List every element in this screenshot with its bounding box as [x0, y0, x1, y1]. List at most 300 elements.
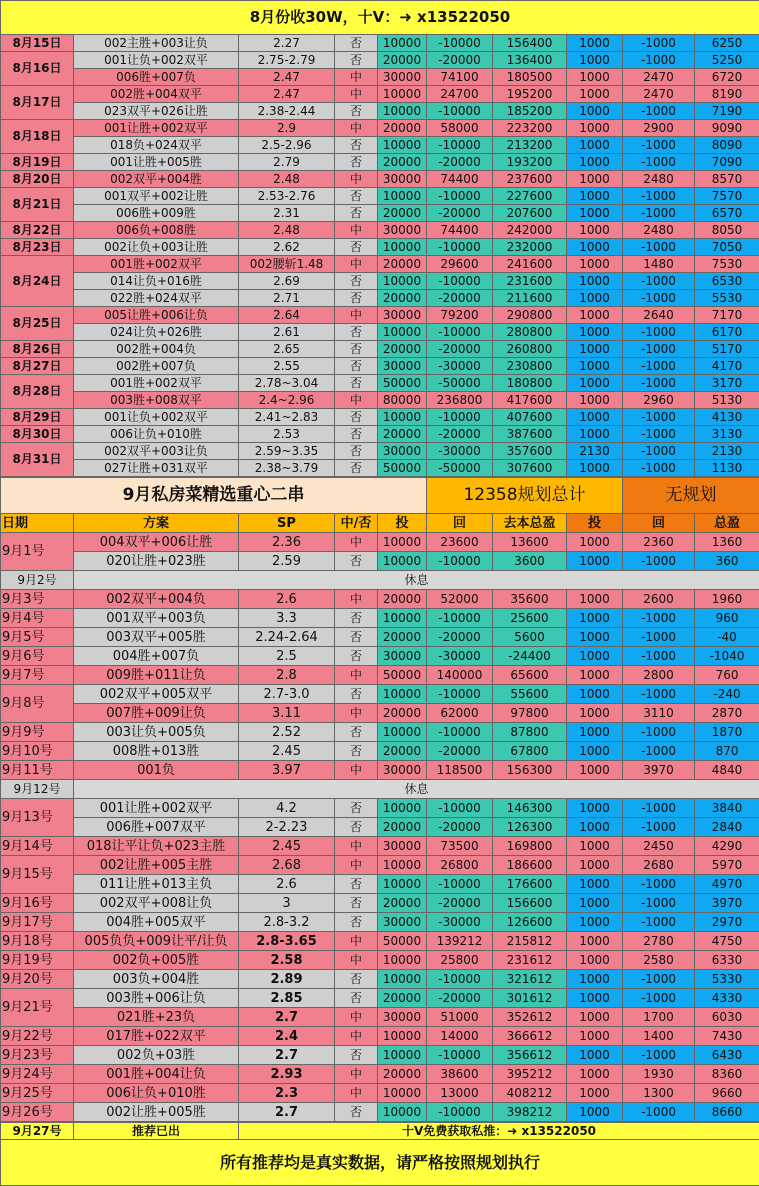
hit-cell: 中	[335, 307, 378, 324]
total-cell: 230800	[493, 358, 567, 375]
sp-cell: 2.4~2.96	[239, 392, 335, 409]
sp-cell: 2.64	[239, 307, 335, 324]
sp-cell: 002腰斩1.48	[239, 256, 335, 273]
return-cell: -20000	[427, 426, 493, 443]
sp-cell: 2.41~2.83	[239, 409, 335, 426]
table-row	[1, 171, 759, 188]
bet-cell: 30000	[378, 443, 427, 460]
total-cell: 231600	[493, 273, 567, 290]
bet2-cell: 1000	[567, 239, 623, 256]
bet2-cell: 1000	[567, 290, 623, 307]
plan-cell: 004胜+007负	[74, 647, 239, 666]
total2-cell: 7570	[695, 188, 759, 205]
date-cell: 9月1号	[1, 533, 74, 571]
hit-cell: 否	[335, 358, 378, 375]
date-cell: 9月3号	[1, 590, 74, 609]
total2-cell: 8360	[695, 1065, 759, 1084]
return-cell: 74100	[427, 69, 493, 86]
bet2-cell: 1000	[567, 35, 623, 52]
sp-cell: 2.93	[239, 1065, 335, 1084]
return2-cell: -1000	[623, 723, 695, 742]
bet2-cell: 1000	[567, 1046, 623, 1065]
plan-cell: 002让负+003让胜	[74, 239, 239, 256]
total2-cell: 2840	[695, 818, 759, 837]
header-title: 8月份收30W，十V：➜ x13522050	[1, 1, 759, 35]
total-cell: 408212	[493, 1084, 567, 1103]
return-cell: -10000	[427, 103, 493, 120]
bet2-cell: 1000	[567, 533, 623, 552]
hit-cell: 否	[335, 628, 378, 647]
return2-cell: 2580	[623, 951, 695, 970]
date-cell: 8月16日	[1, 52, 74, 86]
plan-cell: 009胜+011让负	[74, 666, 239, 685]
plan-cell: 002负+005胜	[74, 951, 239, 970]
bet2-cell: 1000	[567, 609, 623, 628]
return2-cell: 2470	[623, 86, 695, 103]
return-cell: -10000	[427, 1103, 493, 1122]
total2-cell: 2870	[695, 704, 759, 723]
sp-cell: 4.2	[239, 799, 335, 818]
sp-cell: 3.97	[239, 761, 335, 780]
sp-cell: 2.4	[239, 1027, 335, 1046]
sp-cell: 2.27	[239, 35, 335, 52]
plan-cell: 023双平+026让胜	[74, 103, 239, 120]
bet-cell: 50000	[378, 375, 427, 392]
date-cell: 9月21号	[1, 989, 74, 1027]
sp-cell: 2.68	[239, 856, 335, 875]
return-cell: 73500	[427, 837, 493, 856]
date-cell: 8月20日	[1, 171, 74, 188]
sp-cell: 2.6	[239, 590, 335, 609]
date-cell: 8月30日	[1, 426, 74, 443]
table-row	[1, 392, 759, 409]
hit-cell: 否	[335, 409, 378, 426]
return2-cell: -1000	[623, 875, 695, 894]
footer-note: 推荐已出	[74, 1123, 239, 1140]
table-row	[1, 628, 759, 647]
return-cell: -10000	[427, 239, 493, 256]
bet2-cell: 1000	[567, 120, 623, 137]
total2-cell: 1870	[695, 723, 759, 742]
total2-cell: -240	[695, 685, 759, 704]
plan-cell: 002双平+005双平	[74, 685, 239, 704]
table-row	[1, 799, 759, 818]
sp-cell: 3.3	[239, 609, 335, 628]
plan-cell: 001双平+003负	[74, 609, 239, 628]
plan-cell: 001让胜+002双平	[74, 799, 239, 818]
bet2-cell: 1000	[567, 799, 623, 818]
return2-cell: 2360	[623, 533, 695, 552]
date-cell: 9月24号	[1, 1065, 74, 1084]
return2-cell: -1000	[623, 273, 695, 290]
total2-cell: 6330	[695, 951, 759, 970]
plan-cell: 005让胜+006让负	[74, 307, 239, 324]
return-cell: 74400	[427, 171, 493, 188]
return-cell: -20000	[427, 989, 493, 1008]
total-cell: 407600	[493, 409, 567, 426]
return2-cell: 2900	[623, 120, 695, 137]
total-cell: -24400	[493, 647, 567, 666]
plan-cell: 024让负+026胜	[74, 324, 239, 341]
table-row	[1, 1103, 759, 1122]
plan-cell: 006负+008胜	[74, 222, 239, 239]
date-cell: 8月17日	[1, 86, 74, 120]
return2-cell: -1000	[623, 1046, 695, 1065]
sp-cell: 2.55	[239, 358, 335, 375]
sp-cell: 2.45	[239, 742, 335, 761]
return2-cell: 3110	[623, 704, 695, 723]
return2-cell: -1000	[623, 742, 695, 761]
plan-cell: 006让负+010胜	[74, 426, 239, 443]
total-cell: 280800	[493, 324, 567, 341]
bet-cell: 50000	[378, 460, 427, 477]
return-cell: -20000	[427, 894, 493, 913]
plan-cell: 003负+004胜	[74, 970, 239, 989]
col-bet2: 投	[567, 514, 623, 533]
total2-cell: 6250	[695, 35, 759, 52]
plan-cell: 001双平+002让胜	[74, 188, 239, 205]
table-row	[1, 894, 759, 913]
bet-cell: 20000	[378, 1065, 427, 1084]
table-row	[1, 590, 759, 609]
bet-cell: 10000	[378, 533, 427, 552]
return2-cell: -1000	[623, 799, 695, 818]
table-row	[1, 1065, 759, 1084]
table-row	[1, 460, 759, 477]
sp-cell: 2.7	[239, 1103, 335, 1122]
return2-cell: -1000	[623, 818, 695, 837]
table-row	[1, 341, 759, 358]
total-cell: 290800	[493, 307, 567, 324]
total2-cell: 9660	[695, 1084, 759, 1103]
table-row	[1, 35, 759, 52]
table-row	[1, 1084, 759, 1103]
table-row	[1, 222, 759, 239]
bet2-cell: 1000	[567, 426, 623, 443]
date-cell: 9月8号	[1, 685, 74, 723]
bet2-cell: 1000	[567, 970, 623, 989]
hit-cell: 否	[335, 818, 378, 837]
total2-cell: 8050	[695, 222, 759, 239]
bet2-cell: 1000	[567, 685, 623, 704]
sp-cell: 2.3	[239, 1084, 335, 1103]
total2-cell: 4840	[695, 761, 759, 780]
sp-cell: 2.89	[239, 970, 335, 989]
table-row	[1, 290, 759, 307]
sp-cell: 2.7	[239, 1046, 335, 1065]
hit-cell: 否	[335, 647, 378, 666]
bet2-cell: 1000	[567, 171, 623, 188]
return-cell: 23600	[427, 533, 493, 552]
sep-table	[0, 477, 759, 1122]
return-cell: 140000	[427, 666, 493, 685]
total-cell: 169800	[493, 837, 567, 856]
return-cell: -10000	[427, 609, 493, 628]
plan-cell: 004胜+005双平	[74, 913, 239, 932]
total-cell: 193200	[493, 154, 567, 171]
plan-cell: 002让胜+005胜	[74, 1103, 239, 1122]
bet2-cell: 1000	[567, 137, 623, 154]
return-cell: -10000	[427, 188, 493, 205]
return2-cell: 1480	[623, 256, 695, 273]
bet2-cell: 1000	[567, 932, 623, 951]
total2-cell: 7050	[695, 239, 759, 256]
total2-cell: 6570	[695, 205, 759, 222]
total2-cell: 2970	[695, 913, 759, 932]
table-row	[1, 324, 759, 341]
return2-cell: -1000	[623, 609, 695, 628]
return2-cell: 2470	[623, 69, 695, 86]
return2-cell: 2600	[623, 590, 695, 609]
date-cell: 9月13号	[1, 799, 74, 837]
total-cell: 180500	[493, 69, 567, 86]
table-row	[1, 761, 759, 780]
table-row	[1, 818, 759, 837]
bet-cell: 30000	[378, 358, 427, 375]
bet-cell: 20000	[378, 290, 427, 307]
return-cell: -10000	[427, 324, 493, 341]
sp-cell: 2-2.23	[239, 818, 335, 837]
plan-cell: 002胜+004负	[74, 341, 239, 358]
total2-cell: 7430	[695, 1027, 759, 1046]
date-cell: 9月10号	[1, 742, 74, 761]
date-cell: 8月18日	[1, 120, 74, 154]
bet-cell: 10000	[378, 409, 427, 426]
return2-cell: -1000	[623, 154, 695, 171]
bet2-cell: 1000	[567, 375, 623, 392]
hit-cell: 中	[335, 222, 378, 239]
sp-cell: 2.59~3.35	[239, 443, 335, 460]
total-cell: 195200	[493, 86, 567, 103]
bet2-cell: 1000	[567, 856, 623, 875]
table-row	[1, 154, 759, 171]
sp-cell: 2.8	[239, 666, 335, 685]
table-row	[1, 239, 759, 256]
return-cell: -20000	[427, 154, 493, 171]
return-cell: -50000	[427, 375, 493, 392]
return-cell: -10000	[427, 137, 493, 154]
total-cell: 321612	[493, 970, 567, 989]
date-cell: 9月14号	[1, 837, 74, 856]
bet-cell: 80000	[378, 392, 427, 409]
bet-cell: 10000	[378, 856, 427, 875]
hit-cell: 否	[335, 205, 378, 222]
table-row	[1, 1008, 759, 1027]
date-cell: 8月28日	[1, 375, 74, 409]
return-cell: -20000	[427, 52, 493, 69]
plan-cell: 014让负+016胜	[74, 273, 239, 290]
date-cell: 8月27日	[1, 358, 74, 375]
bet-cell: 10000	[378, 324, 427, 341]
return-cell: -10000	[427, 1046, 493, 1065]
table-row	[1, 875, 759, 894]
total-cell: 3600	[493, 552, 567, 571]
table-row	[1, 409, 759, 426]
total-cell: 307600	[493, 460, 567, 477]
total2-cell: 6430	[695, 1046, 759, 1065]
bet-cell: 10000	[378, 137, 427, 154]
date-cell: 8月24日	[1, 256, 74, 307]
sp-cell: 2.85	[239, 989, 335, 1008]
sp-cell: 2.58	[239, 951, 335, 970]
bet2-cell: 1000	[567, 307, 623, 324]
return2-cell: -1000	[623, 894, 695, 913]
bet-cell: 20000	[378, 989, 427, 1008]
bet-cell: 30000	[378, 761, 427, 780]
bet-cell: 20000	[378, 742, 427, 761]
return-cell: 58000	[427, 120, 493, 137]
total-cell: 232000	[493, 239, 567, 256]
total-cell: 13600	[493, 533, 567, 552]
bet-cell: 10000	[378, 273, 427, 290]
hit-cell: 否	[335, 1103, 378, 1122]
bet2-cell: 1000	[567, 188, 623, 205]
plan-cell: 006让负+010胜	[74, 1084, 239, 1103]
table-row	[1, 358, 759, 375]
total-cell: 97800	[493, 704, 567, 723]
hit-cell: 中	[335, 533, 378, 552]
hit-cell: 中	[335, 256, 378, 273]
table-row	[1, 307, 759, 324]
bet-cell: 20000	[378, 704, 427, 723]
bet2-cell: 1000	[567, 761, 623, 780]
total-cell: 231612	[493, 951, 567, 970]
total2-cell: 7090	[695, 154, 759, 171]
bet-cell: 10000	[378, 1103, 427, 1122]
return2-cell: 2480	[623, 222, 695, 239]
total2-cell: 8090	[695, 137, 759, 154]
table-row	[1, 685, 759, 704]
bet-cell: 10000	[378, 1084, 427, 1103]
plan-total-header: 12358规划总计	[427, 478, 623, 514]
bet2-cell: 1000	[567, 913, 623, 932]
sp-cell: 2.48	[239, 171, 335, 188]
return-cell: -20000	[427, 818, 493, 837]
plan-cell: 021胜+23负	[74, 1008, 239, 1027]
bet2-cell: 1000	[567, 989, 623, 1008]
date-cell: 9月9号	[1, 723, 74, 742]
total2-cell: -1040	[695, 647, 759, 666]
total-cell: 156600	[493, 894, 567, 913]
return-cell: 51000	[427, 1008, 493, 1027]
bet-cell: 30000	[378, 647, 427, 666]
date-cell: 8月31日	[1, 443, 74, 477]
bet2-cell: 1000	[567, 818, 623, 837]
no-plan-header: 无规划	[623, 478, 759, 514]
col-date: 日期	[1, 514, 74, 533]
date-cell: 9月23号	[1, 1046, 74, 1065]
plan-cell: 004双平+006让胜	[74, 533, 239, 552]
total2-cell: 5970	[695, 856, 759, 875]
hit-cell: 中	[335, 86, 378, 103]
hit-cell: 否	[335, 609, 378, 628]
bet-cell: 20000	[378, 154, 427, 171]
bet2-cell: 1000	[567, 103, 623, 120]
table-row	[1, 103, 759, 120]
total-cell: 213200	[493, 137, 567, 154]
hit-cell: 中	[335, 171, 378, 188]
return2-cell: -1000	[623, 239, 695, 256]
sp-cell: 2.53	[239, 426, 335, 443]
total-cell: 146300	[493, 799, 567, 818]
return2-cell: 1930	[623, 1065, 695, 1084]
hit-cell: 否	[335, 970, 378, 989]
return-cell: -30000	[427, 647, 493, 666]
hit-cell: 中	[335, 590, 378, 609]
table-row	[1, 856, 759, 875]
hit-cell: 否	[335, 799, 378, 818]
total2-cell: 9090	[695, 120, 759, 137]
date-cell: 8月26日	[1, 341, 74, 358]
return2-cell: -1000	[623, 137, 695, 154]
rest-row	[1, 571, 759, 590]
date-cell: 8月25日	[1, 307, 74, 341]
plan-cell: 001让胜+002双平	[74, 120, 239, 137]
bet2-cell: 1000	[567, 460, 623, 477]
sp-cell: 2.9	[239, 120, 335, 137]
plan-cell: 003双平+005胜	[74, 628, 239, 647]
hit-cell: 否	[335, 1046, 378, 1065]
return2-cell: -1000	[623, 685, 695, 704]
table-row	[1, 970, 759, 989]
total-cell: 395212	[493, 1065, 567, 1084]
total-cell: 215812	[493, 932, 567, 951]
bet-cell: 10000	[378, 951, 427, 970]
sp-cell: 2.71	[239, 290, 335, 307]
bet-cell: 20000	[378, 52, 427, 69]
bet2-cell: 1000	[567, 552, 623, 571]
table-row	[1, 443, 759, 460]
hit-cell: 否	[335, 685, 378, 704]
bet2-cell: 1000	[567, 647, 623, 666]
bet-cell: 30000	[378, 913, 427, 932]
hit-cell: 否	[335, 341, 378, 358]
col-ret2: 回	[623, 514, 695, 533]
bet-cell: 10000	[378, 239, 427, 256]
return-cell: -10000	[427, 552, 493, 571]
total-cell: 67800	[493, 742, 567, 761]
plan-cell: 002负+03胜	[74, 1046, 239, 1065]
sp-cell: 2.62	[239, 239, 335, 256]
bet-cell: 20000	[378, 818, 427, 837]
return2-cell: -1000	[623, 460, 695, 477]
bet2-cell: 1000	[567, 723, 623, 742]
total2-cell: 5170	[695, 341, 759, 358]
table-row	[1, 1046, 759, 1065]
total2-cell: 1360	[695, 533, 759, 552]
bet-cell: 20000	[378, 120, 427, 137]
return-cell: -10000	[427, 723, 493, 742]
bet2-cell: 1000	[567, 273, 623, 290]
bet2-cell: 1000	[567, 1103, 623, 1122]
table-row	[1, 533, 759, 552]
total2-cell: 7190	[695, 103, 759, 120]
return2-cell: 2680	[623, 856, 695, 875]
return2-cell: 1700	[623, 1008, 695, 1027]
bet-cell: 50000	[378, 666, 427, 685]
total2-cell: 8570	[695, 171, 759, 188]
date-cell: 9月19号	[1, 951, 74, 970]
total-cell: 176600	[493, 875, 567, 894]
plan-cell: 017胜+022双平	[74, 1027, 239, 1046]
total2-cell: 4330	[695, 989, 759, 1008]
date-cell: 9月12号	[1, 780, 74, 799]
bet-cell: 10000	[378, 1046, 427, 1065]
date-cell: 8月21日	[1, 188, 74, 222]
plan-cell: 002胜+007负	[74, 358, 239, 375]
total2-cell: 4130	[695, 409, 759, 426]
bet-cell: 10000	[378, 1027, 427, 1046]
